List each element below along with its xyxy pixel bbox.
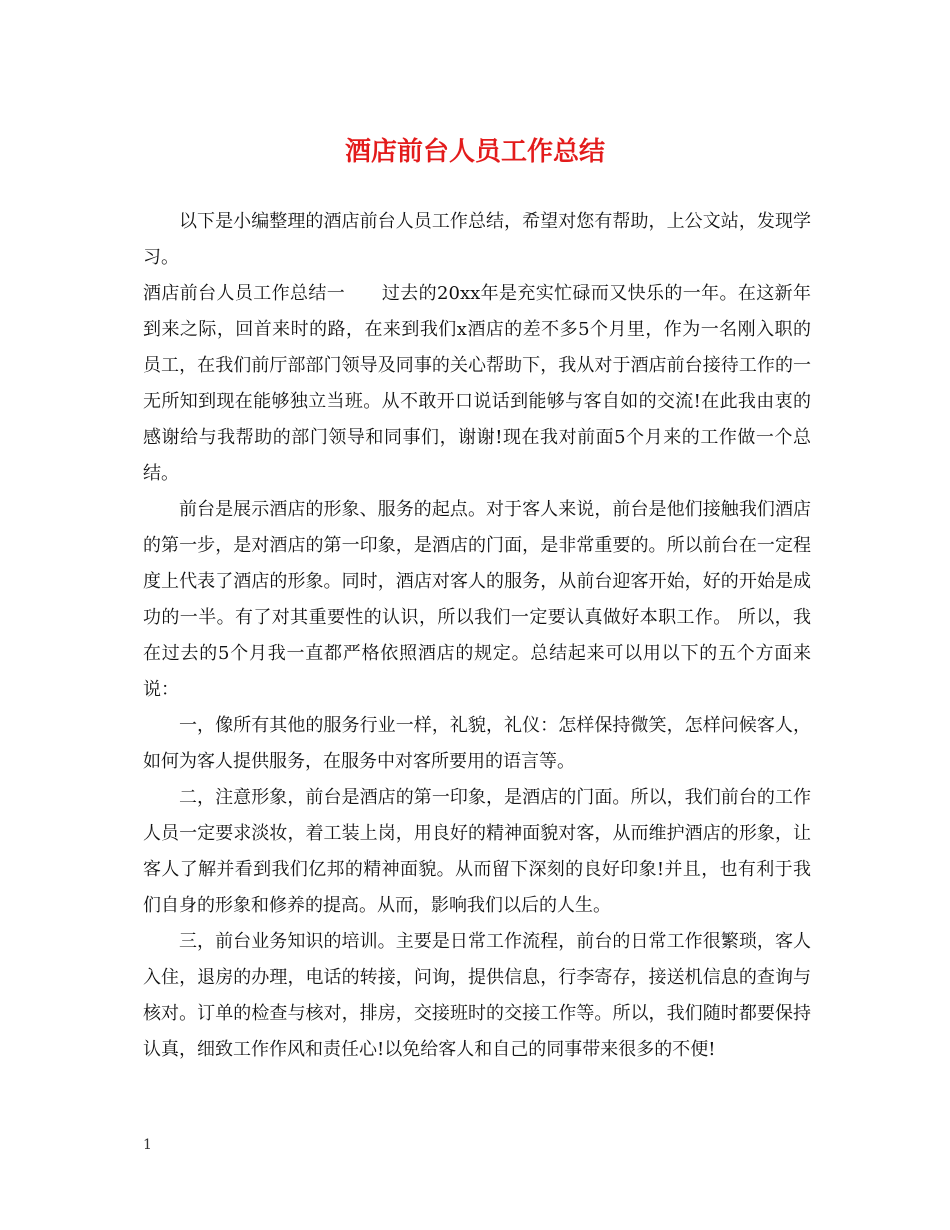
page-number: 1 xyxy=(143,1137,152,1153)
body-paragraph-point-three: 三，前台业务知识的培训。主要是日常工作流程，前台的日常工作很繁琐，客人入住，退房的办理，电话的转接，问询，提供信息，行李寄存，接送机信息的查询与核对。订单的检查与核对，排房，交接班时的交接工作等。所以，我们随时都要保持认真，细致工作作风和责任心!以免给客人和自己的同事带来很多的不便! xyxy=(143,931,811,1060)
section-gap xyxy=(345,283,382,304)
section-heading: 酒店前台人员工作总结一 xyxy=(143,283,346,304)
body-paragraph-point-one: 一，像所有其他的服务行业一样，礼貌，礼仪：怎样保持微笑，怎样问候客人，如何为客人提供服务，在服务中对客所要用的语言等。 xyxy=(143,715,811,772)
section-text: 过去的20xx年是充实忙碌而又快乐的一年。在这新年到来之际，回首来时的路，在来到我们x酒店的差不多5个月里，作为一名刚入职的员工，在我们前厅部部门领导及同事的关心帮助下，我从对于酒店前台接待工作的一无所知到现在能够独立当班。从不敢开口说话到能够与客自如的交流!在此我由衷的感谢给与我帮助的部门领导和同事们，谢谢!现在我对前面5个月来的工作做一个总结。 xyxy=(143,283,812,484)
intro-paragraph: 以下是小编整理的酒店前台人员工作总结，希望对您有帮助，上公文站，发现学习。 xyxy=(143,211,811,268)
document-body xyxy=(143,204,811,1068)
section-paragraph xyxy=(143,276,811,492)
body-paragraph-point-two: 二，注意形象，前台是酒店的第一印象，是酒店的门面。所以，我们前台的工作人员一定要求淡妆，着工装上岗，用良好的精神面貌对客，从而维护酒店的形象，让客人了解并看到我们亿邦的精神面貌。从而留下深刻的良好印象!并且，也有利于我们自身的形象和修养的提高。从而，影响我们以后的人生。 xyxy=(143,787,811,916)
body-paragraph-front-desk: 前台是展示酒店的形象、服务的起点。对于客人来说，前台是他们接触我们酒店的第一步，是对酒店的第一印象，是酒店的门面，是非常重要的。所以前台在一定程度上代表了酒店的形象。同时，酒店对客人的服务，从前台迎客开始，好的开始是成功的一半。有了对其重要性的认识，所以我们一定要认真做好本职工作。 所以，我在过去的5个月我一直都严格依照酒店的规定。总结起来可以用以下的五个方面来说： xyxy=(143,499,811,700)
document-title: 酒店前台人员工作总结 xyxy=(344,137,605,167)
